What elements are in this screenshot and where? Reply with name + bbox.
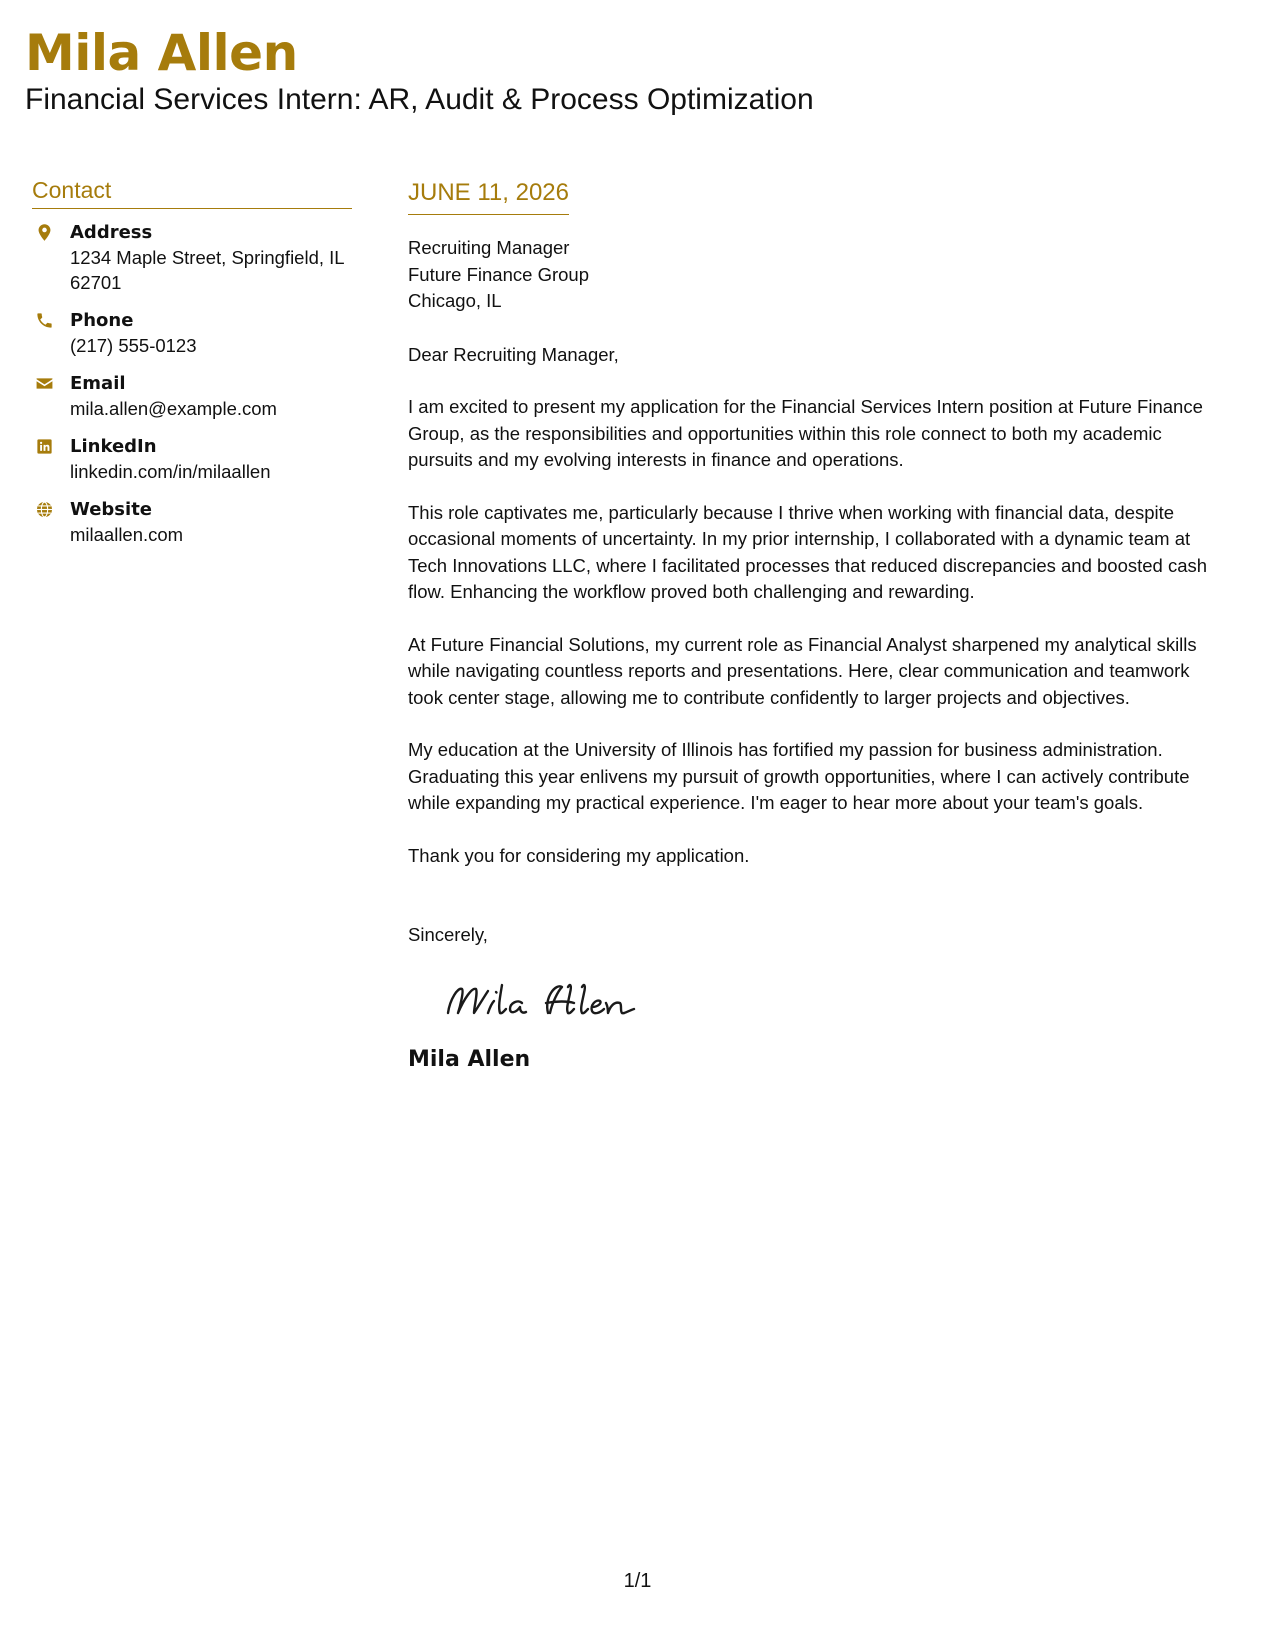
contact-value: mila.allen@example.com (70, 398, 277, 419)
contact-label: Phone (70, 310, 134, 331)
contact-item-linkedin (32, 435, 352, 484)
letter-paragraph: I am excited to present my application for the Financial Services Intern position at Future Finance Group, as the responsibilities and opportunities within this role connect to both my academic pursuits and my evolving interests in finance and operations. (408, 396, 1203, 470)
applicant-name: Mila Allen (25, 24, 298, 82)
envelope-icon (34, 373, 54, 393)
contact-sidebar (32, 175, 352, 561)
letter-date: JUNE 11, 2026 (408, 176, 569, 215)
contact-label: Address (70, 222, 153, 243)
linkedin-icon (34, 436, 54, 456)
letter-body (408, 176, 1228, 1075)
contact-value: (217) 555-0123 (70, 335, 197, 356)
letter-paragraph: Thank you for considering my application. (408, 844, 750, 866)
globe-icon (34, 499, 54, 519)
contact-value: 1234 Maple Street, Springfield, IL 62701 (70, 247, 344, 293)
salutation: Dear Recruiting Manager, (408, 343, 619, 365)
contact-item-email (32, 372, 352, 421)
contact-item-phone (32, 309, 352, 358)
signed-name: Mila Allen (408, 1046, 531, 1072)
contact-item-address (32, 221, 352, 295)
map-pin-icon (34, 222, 54, 242)
phone-icon (34, 310, 54, 330)
page-number: 1/1 (623, 1570, 652, 1592)
handwritten-signature (444, 977, 644, 1027)
contact-value: linkedin.com/in/milaallen (70, 461, 271, 482)
contact-item-website (32, 498, 352, 547)
letter-paragraph: This role captivates me, particularly because I thrive when working with financial data, despite occasional moments of uncertainty. In my prior internship, I collaborated with a dynamic team at Tech Innovations LLC, where I facilitated processes that reduced discrepancies and boosted cash flow. Enhancing the workflow proved both challenging and rewarding. (408, 501, 1208, 602)
contact-label: Email (70, 373, 126, 394)
contact-label: Website (70, 499, 153, 520)
recipient-block (408, 235, 1228, 315)
recipient-company: Future Finance Group (408, 263, 589, 285)
contact-label: LinkedIn (70, 436, 157, 457)
contact-section-title: Contact (32, 175, 352, 209)
applicant-headline: Financial Services Intern: AR, Audit & Process Optimization (25, 83, 814, 116)
contact-value: milaallen.com (70, 524, 184, 545)
recipient-title: Recruiting Manager (408, 237, 570, 258)
recipient-location: Chicago, IL (408, 290, 502, 311)
closing: Sincerely, (408, 924, 488, 945)
letter-paragraph: My education at the University of Illinois has fortified my passion for business administration. Graduating this year enlivens my pursuit of growth opportunities, where I can actively contribute while expanding my practical experience. I'm eager to hear more about your team's goals. (408, 739, 1190, 813)
letter-paragraph: At Future Financial Solutions, my current role as Financial Analyst sharpened my analytical skills while navigating countless reports and presentations. Here, clear communication and teamwork took center stage, allowing me to contribute confidently to larger projects and objectives. (408, 633, 1197, 708)
